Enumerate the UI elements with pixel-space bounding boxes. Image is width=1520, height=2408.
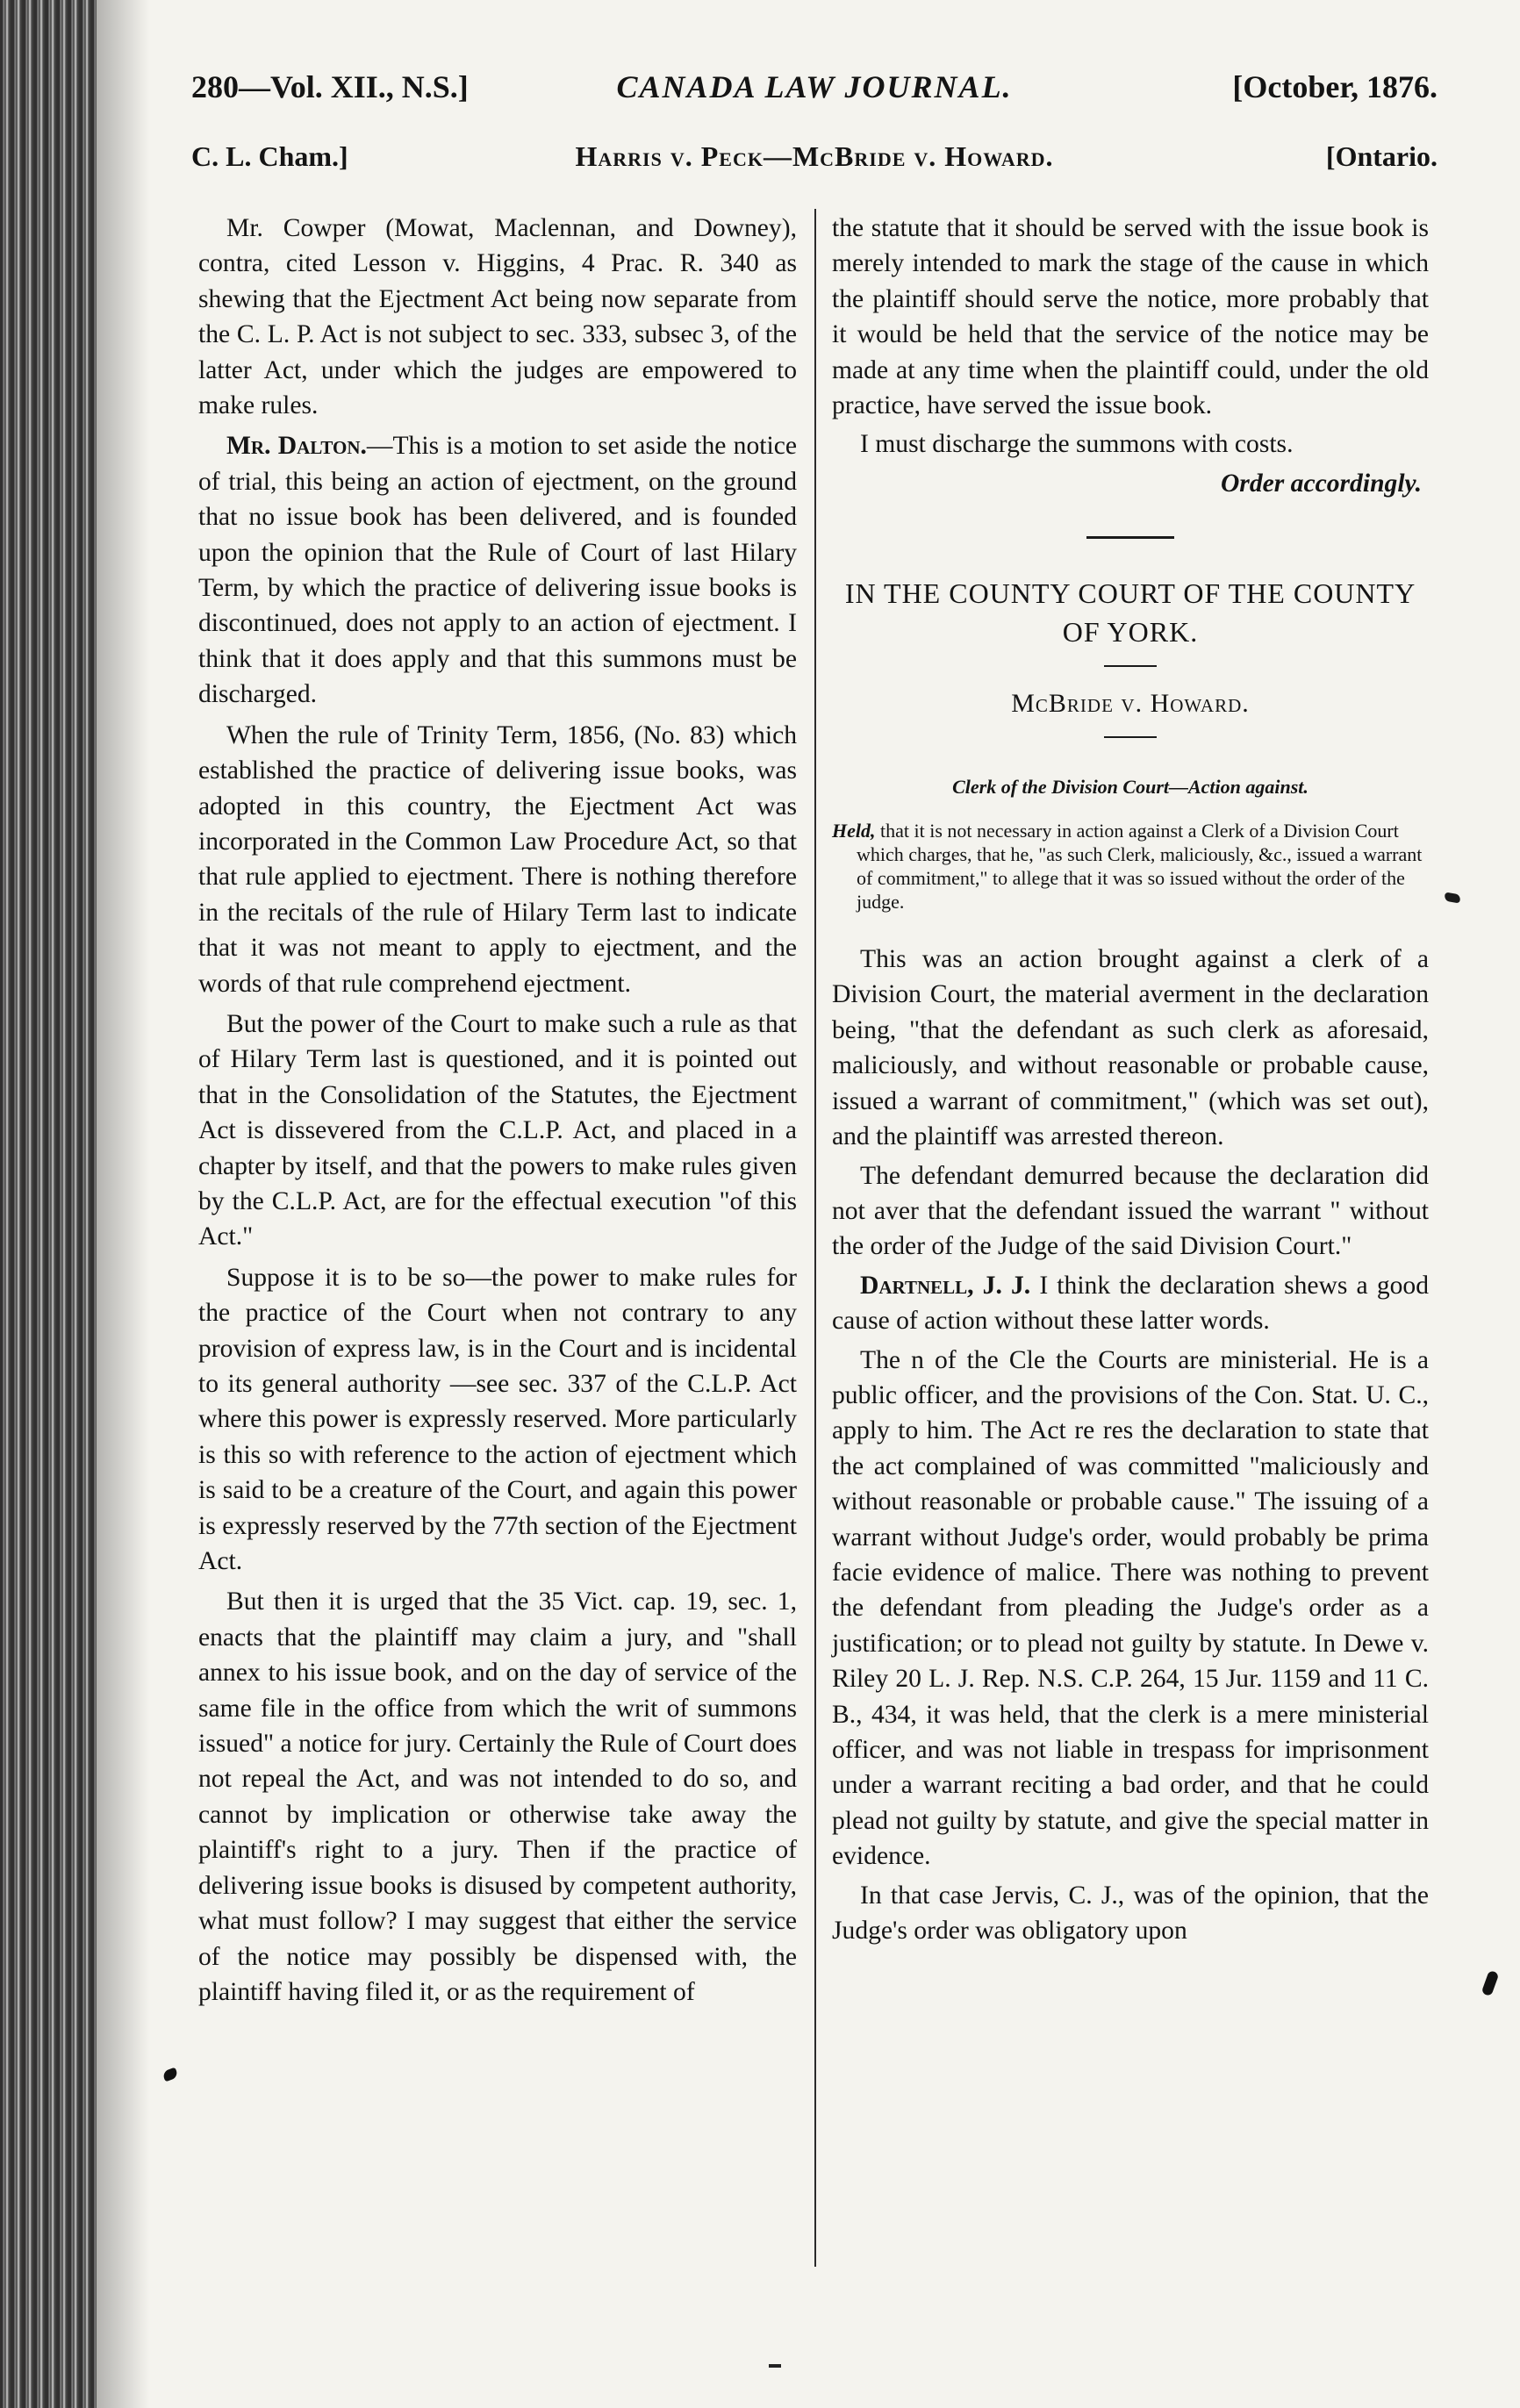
paragraph: In that case Jervis, C. J., was of the opinion, that the Judge's order was obligatory upon (832, 1881, 1429, 1946)
ink-blot (1481, 1970, 1500, 1996)
paragraph: Mr. Cowper (Mowat, Maclennan, and Downey), contra, cited Lesson v. Higgins, 4 Prac. R. 340 as shewing that the Ejectment Act being now separate from the C. L. P. Act is not subject to sec. 333, subsec 3, of the latter Act, under which the judges are empowered to make rules. (198, 214, 797, 420)
running-head (191, 68, 1438, 112)
ink-blot (161, 2068, 178, 2082)
court-section: C. L. Cham.] (191, 140, 348, 172)
case-title: McBride v. Howard. (1011, 689, 1250, 719)
paragraph-text: I think the declaration shews a good cause of action without these latter words. (832, 1271, 1430, 1336)
column-divider (814, 209, 816, 2267)
book-spine-shadow (0, 0, 97, 2408)
gutter-shadow (97, 0, 149, 2408)
case-head (191, 140, 1438, 184)
order-signoff: Order accordingly. (1220, 469, 1422, 498)
short-rule (1104, 665, 1157, 667)
paragraph-text: —This is a motion to set aside the notice of trial, this being an action of ejectment, on the ground that no issue book has been delivered, and is founded upon the opinion that the Rule of Court of last Hilary Term, by which the practice of delivering issue books is discontinued, does not apply to an action of ejectment. I think that it does apply and that this summons must be discharged. (198, 432, 797, 709)
left-column (198, 211, 797, 2015)
cases-title: Harris v. Peck—McBride v. Howard. (575, 140, 1054, 172)
speaker-name: Mr. Dalton. (226, 432, 367, 461)
headnote (832, 819, 1429, 914)
paragraph: Suppose it is to be so—the power to make rules for the practice of the Court when not contrary to any provision of express law, is in the Court and is incidental to its general authority —see sec. 337 of the C.L.P. Act where this power is expressly reserved. More particularly is this so with reference to the action of ejectment which is said to be a creature of the Court, and again this power is expressly reserved by the 77th section of the Ejectment Act. (198, 1263, 797, 1576)
section-rule (1086, 536, 1174, 539)
jurisdiction: [Ontario. (1325, 140, 1438, 172)
paragraph (198, 428, 797, 712)
held-label: Held, (832, 820, 876, 842)
page-and-volume: 280—Vol. XII., N.S.] (191, 69, 469, 104)
paragraph: I must discharge the summons with costs. (860, 430, 1294, 459)
paragraph: The defendant demurred because the declaration did not aver that the defendant issued the warrant " without the order of the Judge of the said Division Court." (832, 1161, 1429, 1261)
paragraph: But then it is urged that the 35 Vict. cap. 19, sec. 1, enacts that the plaintiff may claim a jury, and "shall annex to his issue book, and on the day of service of the same file in the office from which the writ of summons issued" a notice for jury. Certainly the Rule of Court does not repeal the Act, and was not intended to do so, and cannot by implication or otherwise take away the plaintiff's right to a jury. Then if the practice of delivering issue books is disused by competent authority, what must follow? I may suggest that either the service of the notice may possibly be dispensed with, the plaintiff having filed it, or as the requirement of (198, 1587, 797, 2006)
signature-dash (769, 2364, 781, 2368)
headnote-text: that it is not necessary in action against a Clerk of a Division Court which charges, that he, "as such Clerk, maliciously, &c., issued a warrant of commitment," to allege that it was so issued without the order of the judge. (857, 820, 1423, 914)
court-heading: IN THE COUNTY COURT OF THE COUNTY OF YORK. (844, 577, 1416, 649)
paragraph (832, 1268, 1429, 1339)
paragraph: When the rule of Trinity Term, 1856, (No. 83) which established the practice of delivering issue books, was adopted in this country, the Ejectment Act was incorporated in the Common Law Procedure Act, so that that rule applied to ejectment. There is nothing therefore in the recitals of the rule of Hilary Term last to indicate that it was not meant to apply to ejectment, and the words of that rule comprehend ejectment. (198, 720, 797, 998)
journal-title: CANADA LAW JOURNAL. (616, 69, 1013, 104)
right-column (832, 211, 1429, 1952)
speaker-name: Dartnell, J. J. (860, 1271, 1031, 1300)
paragraph: But the power of the Court to make such a rule as that of Hilary Term last is questioned, and it is pointed out that in the Consolidation of the Statutes, the Ejectment Act is dissevered from the C.L.P. Act, and placed in a chapter by itself, and that the powers to make rules given by the C.L.P. Act, are for the effectual execution "of this Act." (198, 1009, 797, 1251)
paragraph: The n of the Cle the Courts are ministerial. He is a public officer, and the provisions of the Con. Stat. U. C., apply to him. The Act re res the declaration to state that the act complained of was committed "maliciously and without reasonable or probable cause." The issuing of a warrant without Judge's order, would probably be prima facie evidence of malice. There was nothing to prevent the defendant from pleading the Judge's order as a justification; or to plead not guilty by statute. In Dewe v. Riley 20 L. J. Rep. N.S. C.P. 264, 15 Jur. 1159 and 11 C. B., 434, it was held, that the clerk is a mere ministerial officer, and was not liable in trespass for imprisonment under a warrant reciting a bad order, and that he could plead not guilty by statute, and give the special matter in evidence. (832, 1345, 1429, 1871)
headnote-title: Clerk of the Division Court—Action against. (952, 775, 1308, 798)
paragraph: the statute that it should be served with the issue book is merely intended to mark the stage of the cause in which the plaintiff should serve the notice, more probably that it would be held that the service of the notice may be made at any time when the plaintiff could, under the old practice, have served the issue book. (832, 214, 1429, 420)
ink-blot (1444, 892, 1460, 904)
short-rule (1104, 736, 1157, 738)
issue-date: [October, 1876. (1232, 69, 1438, 104)
paragraph: This was an action brought against a clerk of a Division Court, the material averment in the declaration being, "that the defendant as such clerk as aforesaid, maliciously, and without reasonable or probable cause, issued a warrant of commitment," (which was set out), and the plaintiff was arrested thereon. (832, 945, 1429, 1151)
